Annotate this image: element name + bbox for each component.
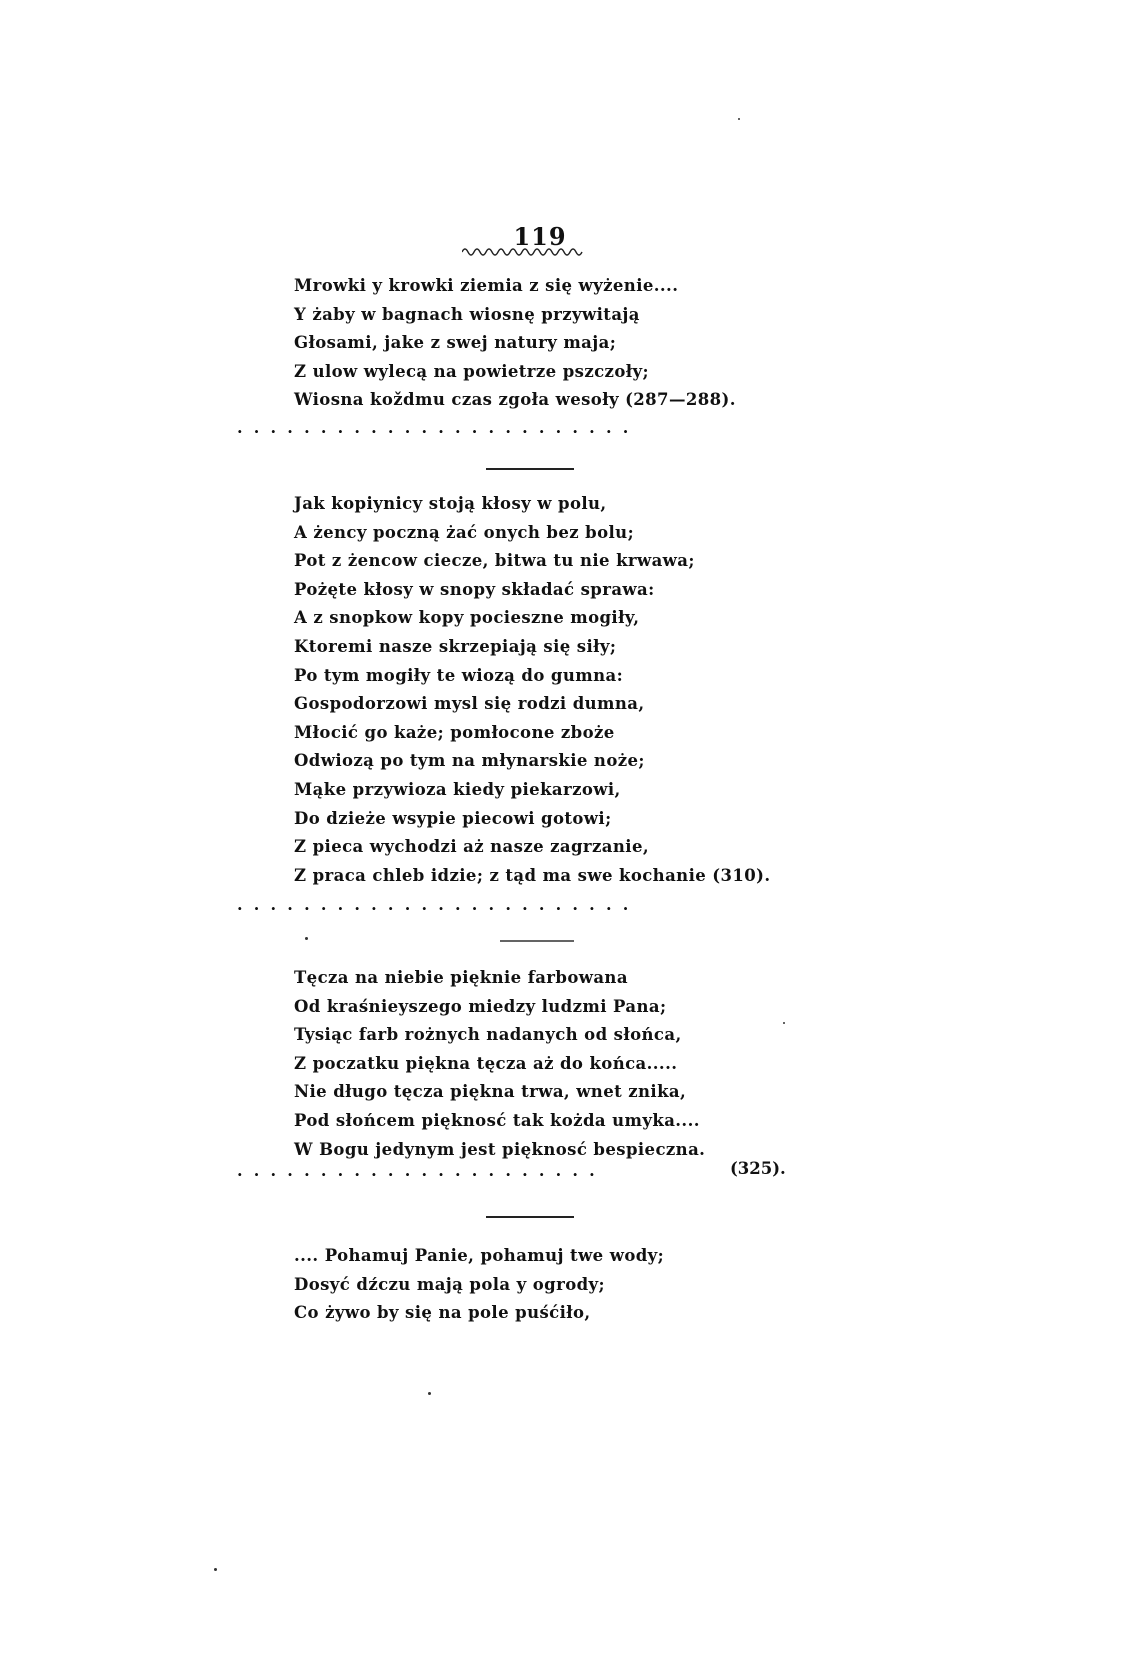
- page-number: 119: [513, 222, 567, 251]
- section-divider: [486, 468, 574, 470]
- verse-line: Z pieca wychodzi aż nasze zagrzanie,: [294, 837, 649, 857]
- verse-line: Głosami, jake z swej natury maja;: [294, 333, 617, 353]
- ellipsis-dots-row: ......................: [237, 1161, 606, 1180]
- ellipsis-dots-row: ........................: [237, 418, 640, 437]
- scan-speck: [305, 937, 308, 940]
- verse-line: Pot z żencow ciecze, bitwa tu nie krwawa;: [294, 551, 695, 571]
- verse-line: A z snopkow kopy pocieszne mogiły,: [294, 608, 640, 628]
- verse-line: Gospodorzowi mysl się rodzi dumna,: [294, 694, 645, 714]
- scan-speck: [428, 1392, 431, 1395]
- verse-line: Z praca chleb idzie; z tąd ma swe kochanie (310).: [294, 865, 771, 885]
- stanza-1: [294, 272, 736, 415]
- verse-line: Odwiozą po tym na młynarskie noże;: [294, 751, 645, 771]
- verse-line: Pod słońcem pięknosć tak kożda umyka....: [294, 1110, 700, 1130]
- verse-line: Pożęte kłosy w snopy składać sprawa:: [294, 579, 655, 599]
- verse-line: Nie długo tęcza piękna trwa, wnet znika,: [294, 1082, 687, 1102]
- stanza-4: [294, 1242, 664, 1328]
- wavy-ornament-icon: [462, 246, 584, 258]
- verse-line: Mrowki y krowki ziemia z się wyżenie....: [294, 276, 679, 295]
- verse-line: Co żywo by się na pole puśćiło,: [294, 1303, 591, 1323]
- verse-line: Tysiąc farb rożnych nadanych od słońca,: [294, 1025, 682, 1045]
- stanza-2: [294, 490, 770, 890]
- stanza-3: [294, 964, 705, 1164]
- verse-line: Do dzieże wsypie piecowi gotowi;: [294, 808, 612, 828]
- verse-line: Po tym mogiły te wiozą do gumna:: [294, 665, 624, 685]
- section-divider: [486, 1216, 574, 1218]
- verse-line: Jak kopiynicy stoją kłosy w polu,: [294, 494, 607, 513]
- scan-speck: [738, 118, 740, 120]
- verse-line: Wiosna koždmu czas zgoła wesoły (287—288).: [294, 390, 736, 410]
- verse-line: Z poczatku piękna tęcza aż do końca.....: [294, 1053, 678, 1073]
- scan-speck: [783, 1022, 785, 1024]
- verse-line: W Bogu jedynym jest pięknosć bespieczna.: [294, 1139, 706, 1159]
- verse-line: Z ulow wylecą na powietrze pszczoły;: [294, 361, 649, 381]
- ellipsis-dots-row: ........................: [237, 895, 640, 914]
- verse-line: Od kraśnieyszego miedzy ludzmi Pana;: [294, 996, 667, 1016]
- verse-line: Tęcza na niebie pięknie farbowana: [294, 968, 628, 987]
- verse-line: Młocić go każe; pomłocone zboże: [294, 722, 615, 742]
- verse-reference: (325).: [730, 1159, 786, 1178]
- verse-line: Ktoremi nasze skrzepiają się siły;: [294, 636, 617, 656]
- verse-line: Mąke przywioza kiedy piekarzowi,: [294, 779, 621, 799]
- scan-speck: [214, 1568, 217, 1571]
- section-divider: [500, 940, 574, 942]
- verse-line: Dosyć dźczu mają pola y ogrody;: [294, 1274, 606, 1294]
- verse-line: A żency poczną żać onych bez bolu;: [294, 522, 635, 542]
- verse-line: Y żaby w bagnach wiosnę przywitają: [294, 304, 640, 324]
- verse-line: .... Pohamuj Panie, pohamuj twe wody;: [294, 1246, 665, 1265]
